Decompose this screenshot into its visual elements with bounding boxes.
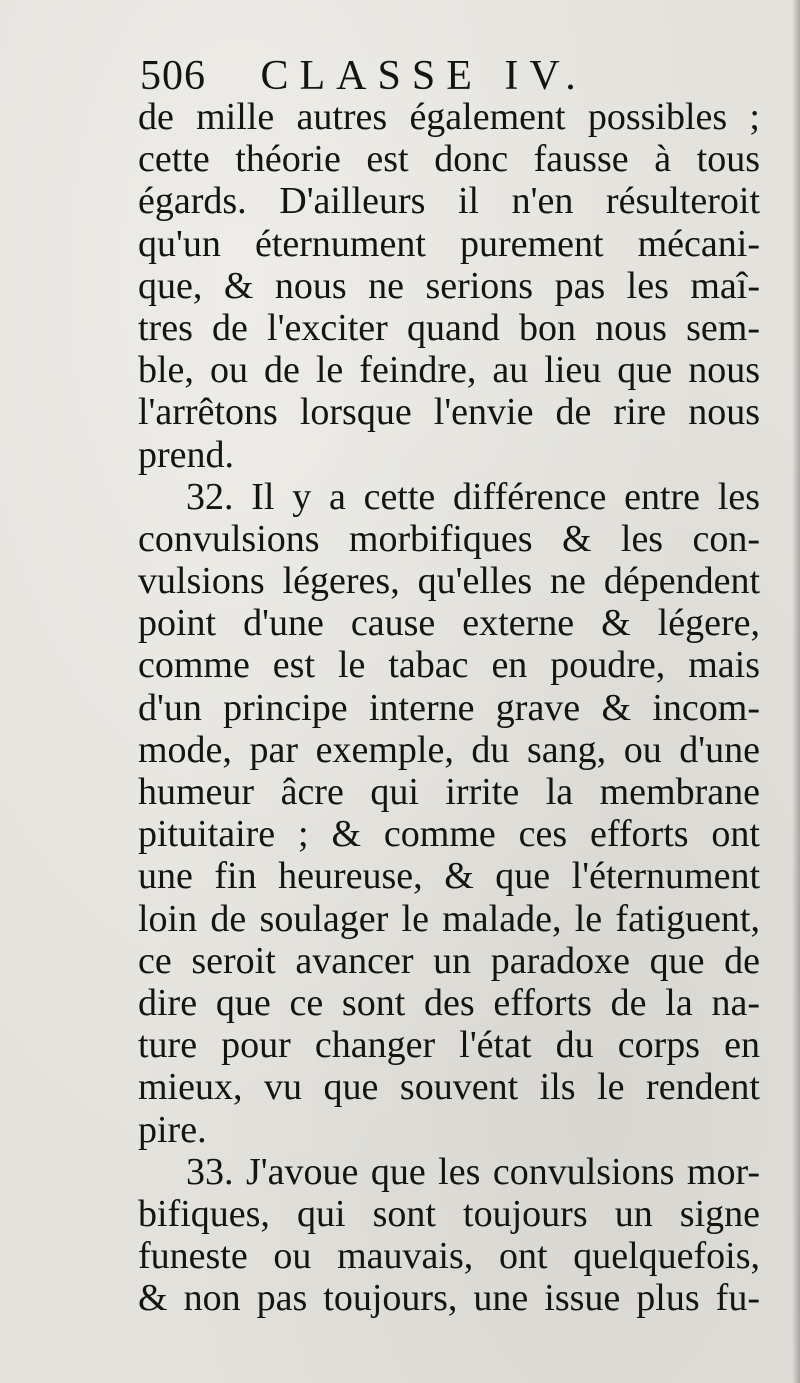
text-line: l'arrêtons lorsque l'envie de rire nous: [138, 391, 760, 434]
text-line: point d'une cause externe & légere,: [138, 602, 760, 645]
text-line: tres de l'exciter quand bon nous sem-: [138, 306, 760, 349]
running-head: CLASSE IV.: [260, 53, 587, 99]
text-line: égards. D'ailleurs il n'en résulteroit: [138, 180, 760, 223]
text-line: de mille autres également possibles ;: [138, 96, 760, 138]
text-line: une fin heureuse, & que l'éternument: [138, 855, 760, 898]
page-edge-shadow: [792, 0, 800, 1383]
body-text: [138, 96, 760, 1319]
text-line: comme est le tabac en poudre, mais: [138, 644, 760, 687]
text-line: bifiques, qui sont toujours un signe: [138, 1192, 760, 1235]
text-line: ce seroit avancer un paradoxe que de: [138, 939, 760, 982]
text-line: mieux, vu que souvent ils le rendent: [138, 1066, 760, 1109]
text-line: vulsions légeres, qu'elles ne dépendent: [138, 560, 760, 603]
page-number: 506: [140, 53, 206, 99]
text-line: pituitaire ; & comme ces efforts ont: [138, 813, 760, 856]
text-line: pire.: [138, 1108, 207, 1151]
text-line: & non pas toujours, une issue plus fu-: [138, 1277, 760, 1320]
paragraph-33-start: 33. J'avoue que les convulsions mor-: [186, 1150, 760, 1193]
text-line: dire que ce sont des efforts de la na-: [138, 981, 760, 1024]
text-line: qu'un éternument purement mécani-: [138, 222, 760, 265]
text-line: mode, par exemple, du sang, ou d'une: [138, 728, 760, 771]
text-line: ture pour changer l'état du corps en: [138, 1024, 760, 1067]
text-line: funeste ou mauvais, ont quelquefois,: [138, 1235, 760, 1278]
text-line: convulsions morbifiques & les con-: [138, 517, 760, 560]
text-line: loin de soulager le malade, le fatiguent,: [138, 897, 760, 940]
text-line: cette théorie est donc fausse à tous: [138, 138, 760, 181]
text-line: d'un principe interne grave & incom-: [138, 686, 760, 729]
text-line: ble, ou de le feindre, au lieu que nous: [138, 349, 760, 392]
paragraph-32-start: 32. Il y a cette différence entre les: [186, 475, 760, 518]
text-line: prend.: [138, 433, 235, 476]
text-line: humeur âcre qui irrite la membrane: [138, 771, 760, 813]
text-line: que, & nous ne serions pas les maî-: [138, 264, 760, 307]
